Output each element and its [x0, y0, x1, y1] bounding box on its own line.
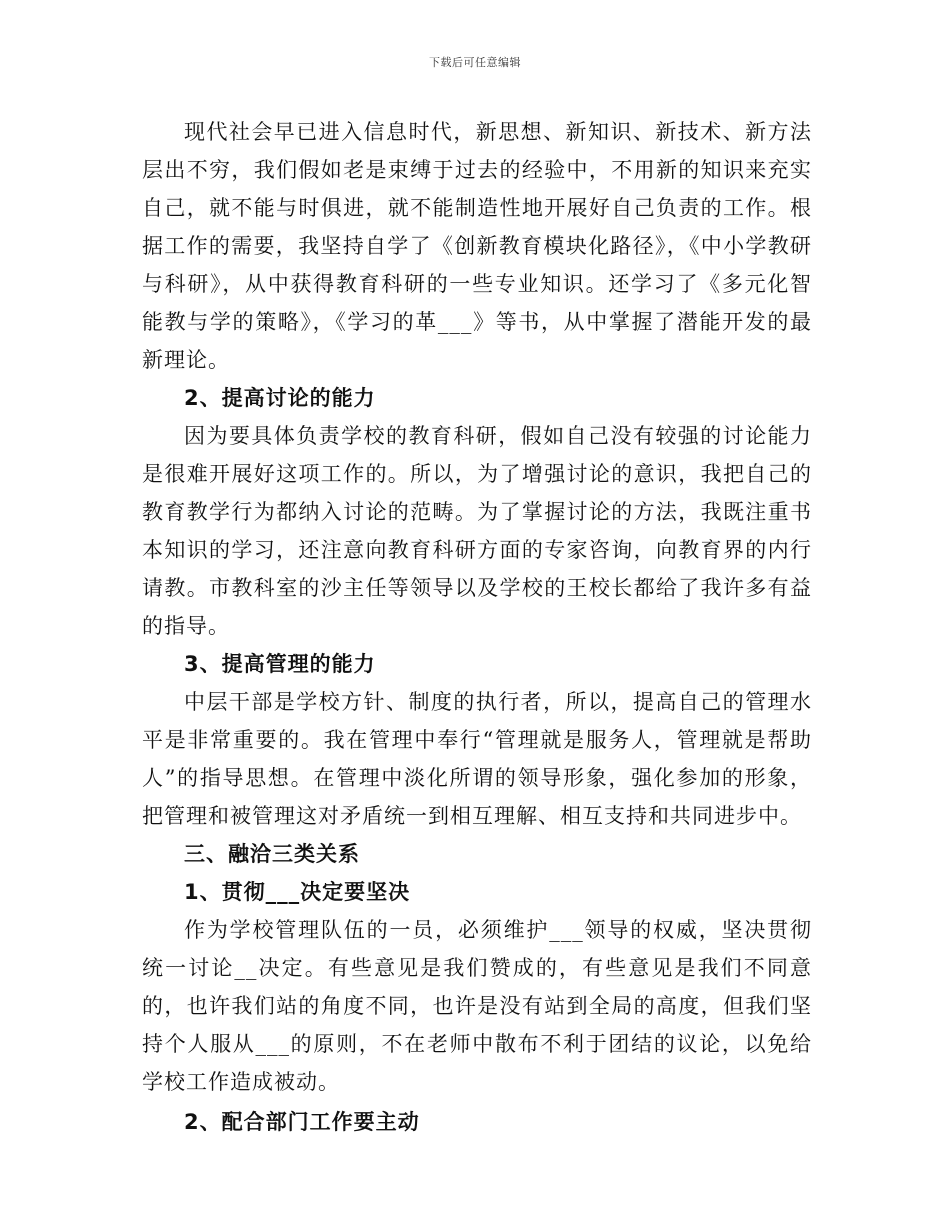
heading-management-ability: 3、提高管理的能力: [184, 652, 376, 676]
heading-research-ability: 2、提高讨论的能力: [184, 386, 376, 410]
paragraph-implement: 作为学校管理队伍的一员，必须维护___领导的权威，坚决贯彻统一讨论__决定。有些意见是我们赞成的，有些意见是我们不同意的，也许我们站的角度不同，也许是没有站到全局的高度，但我们坚持个人服从___的原则，不在老师中散布不利于团结的议论，以免给学校工作造成被动。: [142, 918, 812, 1094]
heading-cooperate-departments: 2、配合部门工作要主动: [184, 1110, 420, 1134]
paragraph-self-study: 现代社会早已进入信息时代，新思想、新知识、新技术、新方法层出不穷，我们假如老是束缚于过去的经验中，不用新的知识来充实自己，就不能与时俱进，就不能制造性地开展好自己负责的工作。根据工作的需要，我坚持自学了《创新教育模块化路径》，《中小学教研与科研》，从中获得教育科研的一些专业知识。还学习了《多元化智能教与学的策略》，《学习的革___》等书，从中掌握了潜能开发的最新理论。: [142, 120, 812, 372]
heading-three-relations: 三、融洽三类关系: [184, 842, 360, 866]
paragraph-research: 因为要具体负责学校的教育科研，假如自己没有较强的讨论能力是很难开展好这项工作的。所以，为了增强讨论的意识，我把自己的教育教学行为都纳入讨论的范畴。为了掌握讨论的方法，我既注重书本知识的学习，还注意向教育科研方面的专家咨询，向教育界的内行请教。市教科室的沙主任等领导以及学校的王校长都给了我许多有益的指导。: [142, 424, 812, 638]
paragraph-management: 中层干部是学校方针、制度的执行者，所以，提高自己的管理水平是非常重要的。我在管理中奉行“管理就是服务人，管理就是帮助人”的指导思想。在管理中淡化所谓的领导形象，强化参加的形象，把管理和被管理这对矛盾统一到相互理解、相互支持和共同进步中。: [142, 690, 812, 828]
page-header: 下载后可任意编辑: [429, 56, 521, 69]
heading-implement-decisions: 1、贯彻___决定要坚决: [184, 880, 411, 904]
document-body: [142, 113, 812, 1143]
